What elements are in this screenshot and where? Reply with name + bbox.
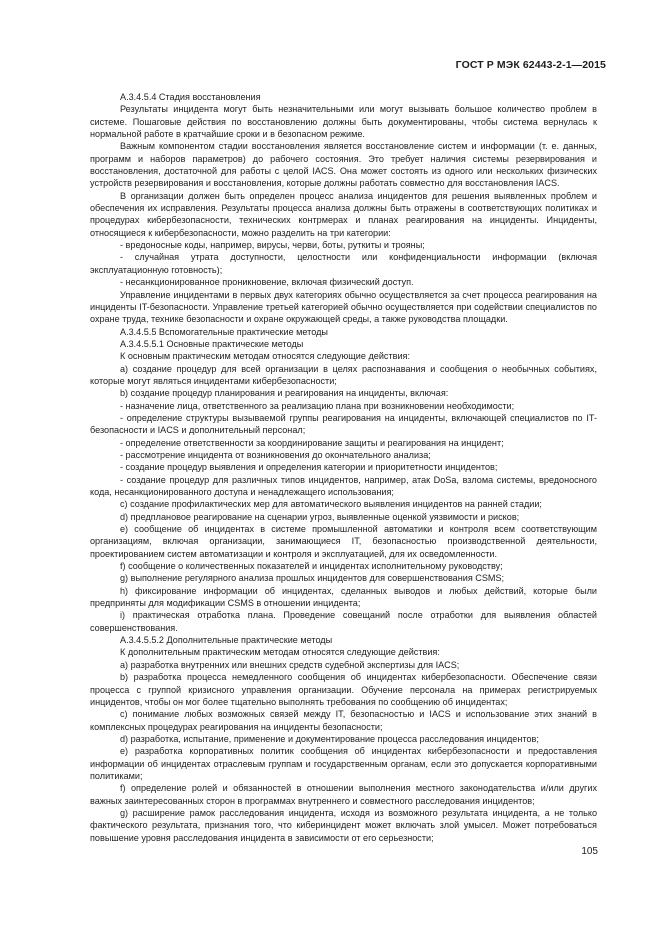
list-item: - рассмотрение инцидента от возникновения до окончательного анализа; — [120, 449, 431, 460]
paragraph: Управление инцидентами в первых двух категориях обычно осуществляется за счет процесса реагирования на инциденты IT-безопасности. Управление третьей категорией обычно осуществляется при содействии специалистов по охране труда, технике безопасности и охране окружающей среды, а также руководства площадки. — [90, 289, 597, 325]
paragraph: Важным компонентом стадии восстановления является восстановление систем и информации (т. е. данных, программ и наборов параметров) до рабочего состояния. Это требует наличия системы резервирования и восстановления, достаточной для работы с целой IACS. Она может состоять из одного или нескольких физических устройств резервирования и восстановления, которые должны работать совместно для восстановления IACS. — [90, 141, 597, 189]
list-item: g) расширение рамок расследования инцидента, исходя из возможного результата инцидента, а не только фактического результата, признания того, что киберинцидент может включать злой умысел. Может потребоваться повышение уровня расследования инцидента в зависимости от его серьезности; — [90, 807, 597, 843]
document-header: ГОСТ Р МЭК 62443-2-1—2015 — [455, 59, 606, 71]
list-item: - назначение лица, ответственного за реализацию плана при возникновении необходимости; — [120, 400, 515, 411]
list-item: f) сообщение о количественных показателей и инцидентах исполнительному руководству; — [120, 561, 503, 572]
list-item: b) разработка процесса немедленного сообщения об инцидентах кибербезопасности. Обеспечение связи процесса с группой кризисного управления организации. Обучение персонала на примерах регистрируемых инцидентов, чтобы он мог более тщательно выполнять требования по сообщению об инцидентах; — [90, 672, 597, 707]
section-heading: А.3.4.5.4 Стадия восстановления — [120, 92, 261, 102]
paragraph: Результаты инцидента могут быть незначительными или могут вызывать большое количество проблем в системе. Пошаговые действия по восстановлению должны быть документированы, чтобы система вернулась к нормальной работе в кратчайшие сроки и в безопасном режиме. — [90, 104, 597, 140]
list-item: c) создание профилактических мер для автоматического выявления инцидентов на ранней стадии; — [120, 499, 542, 510]
section-heading: А.3.4.5.5.1 Основные практические методы — [120, 338, 304, 349]
list-item: h) фиксирование информации об инцидентах, сделанных выводов и любых действий, которые были предприняты для модификации CSMS в отношении инцидента; — [90, 585, 597, 609]
list-item: - случайная утрата доступности, целостности или конфиденциальности информации (включая эксплуатационную готовность); — [90, 252, 597, 275]
list-item: a) разработка внутренних или внешних средств судебной экспертизы для IACS; — [120, 659, 460, 670]
list-item: - создание процедур выявления и определения категории и приоритетности инцидентов; — [120, 462, 498, 473]
list-item: - создание процедур для различных типов инцидентов, например, атак DoSa, взлома системы, вредоносного кода, несанкционированного доступа и ненадлежащего использования; — [90, 474, 597, 497]
list-item: a) создание процедур для всей организации в целях распознавания и сообщения о необычных событиях, которые могут являться инцидентами кибербезопасности; — [90, 363, 597, 386]
list-item: b) создание процедур планирования и реагирования на инциденты, включая: — [120, 388, 449, 399]
page-number: 105 — [581, 846, 598, 857]
list-item: - вредоносные коды, например, вирусы, черви, боты, руткиты и трояны; — [120, 240, 425, 251]
list-item: e) разработка корпоративных политик сообщения об инцидентах кибербезопасности и предоставления информации об инцидентах отраслевым группам и государственным органам, если это допускается корпоративными политиками; — [90, 746, 597, 781]
section-heading: А.3.4.5.5 Вспомогательные практические методы — [120, 326, 328, 337]
paragraph: В организации должен быть определен процесс анализа инцидентов для решения выявленных проблем и обеспечения их исправления. Результаты процесса анализа должны быть отражены в соответствующих политиках и процедурах кибербезопасности, технических контрмерах и планах реагирования на инциденты. Инциденты, относящиеся к кибербезопасности, можно разделить на три категории: — [90, 190, 597, 238]
list-item: f) определение ролей и обязанностей в отношении выполнения местного законодательства и/или других важных заинтересованных сторон в программах внутреннего и совместного расследования инцидентов; — [90, 783, 597, 806]
list-item: i) практическая отработка плана. Проведение совещаний после отработки для выявления областей совершенствования. — [90, 610, 597, 633]
section-heading: А.3.4.5.5.2 Дополнительные практические методы — [120, 635, 333, 646]
document-body — [90, 91, 597, 844]
list-item: d) разработка, испытание, применение и документирование процесса расследования инцидентов; — [120, 733, 539, 744]
list-item: - определение структуры вызываемой группы реагирования на инциденты, включающей специалистов по IT-безопасности и IACS и дополнительный персонал; — [90, 412, 597, 436]
paragraph: К основным практическим методам относятся следующие действия: — [120, 351, 410, 362]
list-item: g) выполнение регулярного анализа прошлых инцидентов для совершенствования CSMS; — [120, 573, 505, 584]
list-item: c) понимание любых возможных связей между IT, безопасностью и IACS и использование этих знаний в комплексных процедурах реагирования на инциденты безопасности; — [90, 709, 597, 732]
list-item: e) сообщение об инцидентах в системе промышленной автоматики и контроля всем соответствующим организациям, включая организации, занимающиеся IT, безопасностью производственной деятельности, проектированием систем автоматизации и контроля и эксплуатацией, для их осведомленности. — [90, 524, 597, 559]
list-item: d) предплановое реагирование на сценарии угроз, выявленные оценкой уязвимости и рисков; — [120, 511, 520, 522]
list-item: - несанкционированное проникновение, включая физический доступ. — [120, 277, 414, 288]
paragraph: К дополнительным практическим методам относятся следующие действия: — [120, 647, 440, 658]
list-item: - определение ответственности за координирование защиты и реагирования на инцидент; — [120, 437, 504, 448]
